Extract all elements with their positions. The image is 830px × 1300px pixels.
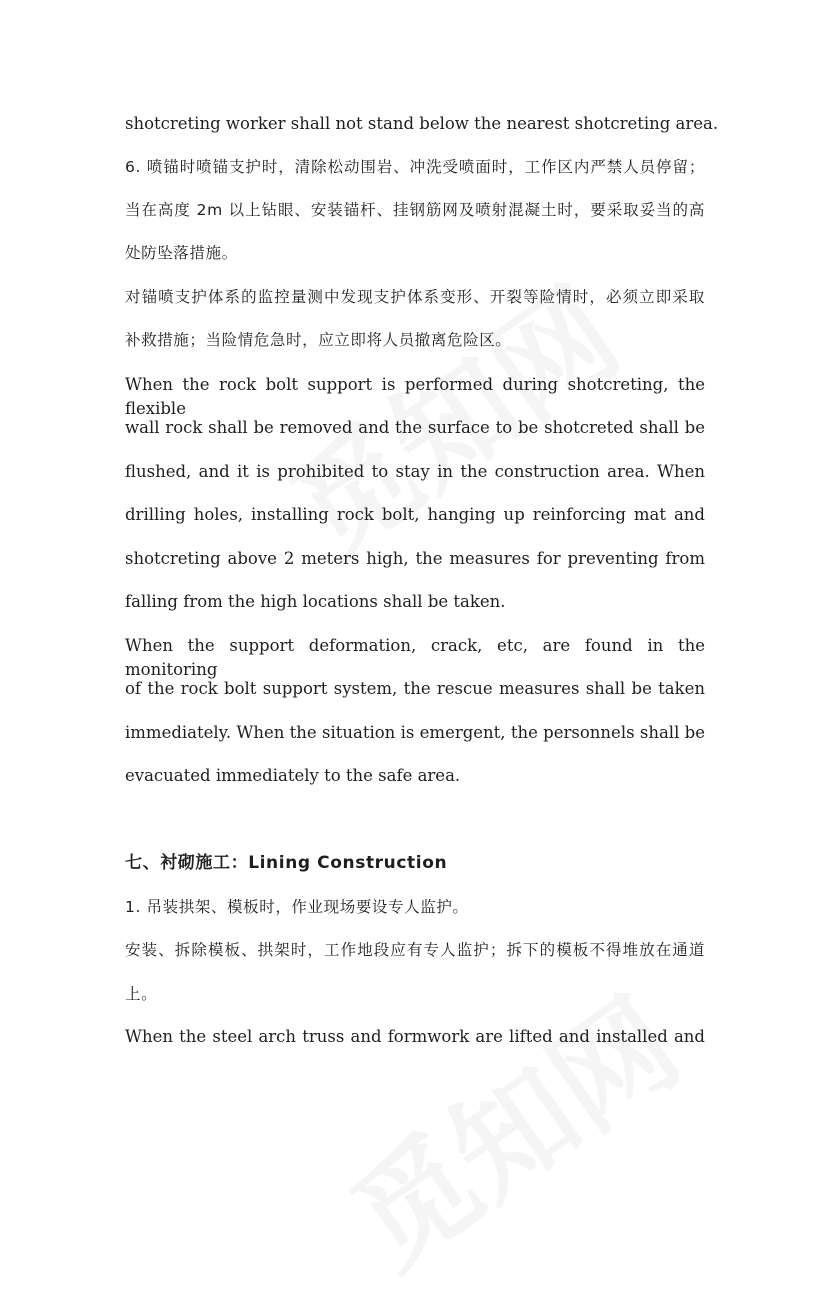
paragraph-line: 处防坠落措施。 <box>125 244 238 262</box>
paragraph-line: flushed, and it is prohibited to stay in the construction area. When <box>125 462 705 481</box>
paragraph-line: evacuated immediately to the safe area. <box>125 766 461 785</box>
paragraph-line: drilling holes, installing rock bolt, hanging up reinforcing mat and <box>125 505 705 524</box>
paragraph-line: When the steel arch truss and formwork are lifted and installed and <box>125 1027 705 1046</box>
paragraph-line: falling from the high locations shall be taken. <box>125 592 506 611</box>
paragraph-line: 补救措施；当险情危急时，应立即将人员撤离危险区。 <box>125 331 512 349</box>
paragraph-line: 对锚喷支护体系的监控量测中发现支护体系变形、开裂等险情时，必须立即采取 <box>125 288 705 306</box>
paragraph-line: 安装、拆除模板、拱架时，工作地段应有专人监护；拆下的模板不得堆放在通道 <box>125 941 705 959</box>
paragraph-line: wall rock shall be removed and the surface to be shotcreted shall be <box>125 418 705 437</box>
paragraph-line: of the rock bolt support system, the rescue measures shall be taken <box>125 679 705 698</box>
paragraph-line: 上。 <box>125 985 158 1003</box>
paragraph-line: 6. 喷锚时喷锚支护时，清除松动围岩、冲洗受喷面时，工作区内严禁人员停留； <box>125 158 705 176</box>
paragraph-line: 1. 吊装拱架、模板时，作业现场要设专人监护。 <box>125 898 469 916</box>
paragraph-line: 当在高度 2m 以上钻眼、安装锚杆、挂钢筋网及喷射混凝土时，要采取妥当的高 <box>125 201 705 219</box>
document-page <box>125 0 719 1174</box>
paragraph-line: When the support deformation, crack, etc, are found in the monitoring <box>125 636 705 679</box>
paragraph-line: shotcreting above 2 meters high, the measures for preventing from <box>125 549 705 568</box>
section-heading: 七、衬砌施工：Lining Construction <box>125 853 448 873</box>
paragraph-line: When the rock bolt support is performed during shotcreting, the flexible <box>125 375 705 418</box>
paragraph-line: shotcreting worker shall not stand below the nearest shotcreting area. <box>125 114 719 133</box>
paragraph-line: immediately. When the situation is emergent, the personnels shall be <box>125 723 705 742</box>
